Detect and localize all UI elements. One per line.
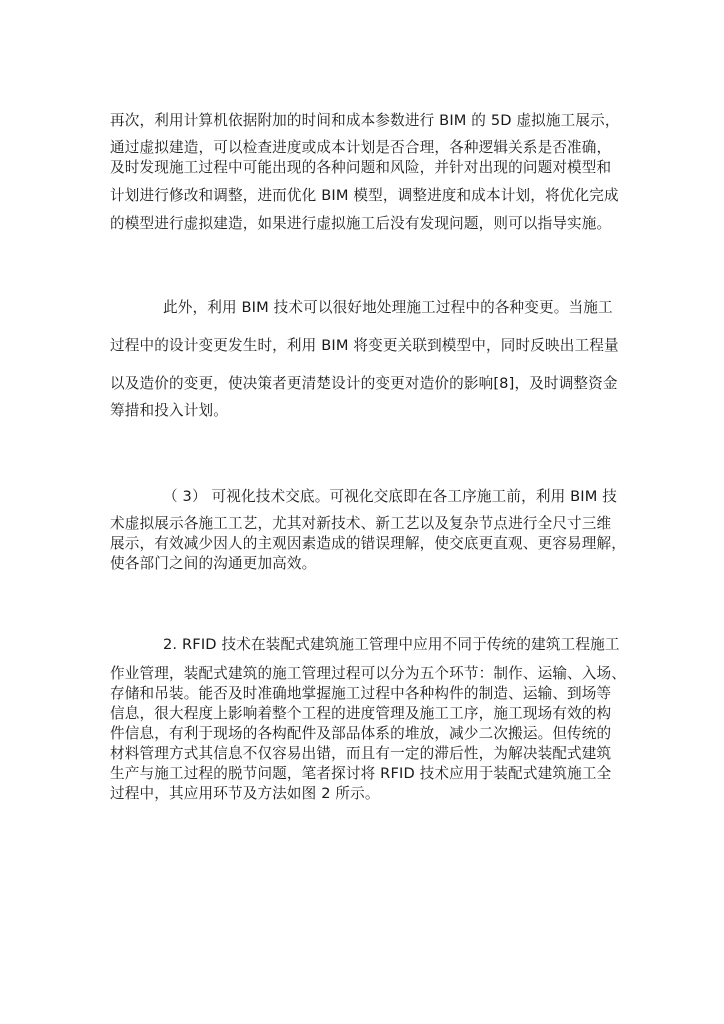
text-line: 材料管理方式其信息不仅容易出错，而且有一定的滞后性，为解决装配式建筑 xyxy=(110,745,612,762)
text-line: 通过虚拟建造，可以检查进度或成本计划是否合理，各种逻辑关系是否准确， xyxy=(110,139,612,156)
text-line: 的模型进行虚拟建造，如果进行虚拟施工后没有发现问题，则可以指导实施。 xyxy=(110,215,612,232)
text-line: 生产与施工过程的脱节问题，笔者探讨将 RFID 技术应用于装配式建筑施工全 xyxy=(110,765,612,782)
text-line: 过程中，其应用环节及方法如图 2 所示。 xyxy=(110,785,380,802)
text-line: 2. RFID 技术在装配式建筑施工管理中应用不同于传统的建筑工程施工 xyxy=(163,636,620,653)
text-line: 再次，利用计算机依据附加的时间和成本参数进行 BIM 的 5D 虚拟施工展示， xyxy=(110,112,620,129)
text-line: 件信息，有利于现场的各构配件及部品体系的堆放，减少二次搬运。但传统的 xyxy=(110,725,612,742)
text-line: 及时发现施工过程中可能出现的各种问题和风险，并针对出现的问题对模型和 xyxy=(110,159,612,176)
text-line: 筹措和投入计划。 xyxy=(110,402,228,419)
text-line: 信息，很大程度上影响着整个工程的进度管理及施工工序，施工现场有效的构 xyxy=(110,705,612,722)
text-line: 使各部门之间的沟通更加高效。 xyxy=(110,555,317,572)
text-line: （ 3） 可视化技术交底。可视化交底即在各工序施工前，利用 BIM 技 xyxy=(163,488,618,505)
text-line: 展示，有效减少因人的主观因素造成的错误理解，使交底更直观、更容易理解， xyxy=(110,535,627,552)
text-line: 计划进行修改和调整，进而优化 BIM 模型，调整进度和成本计划，将优化完成 xyxy=(110,187,619,204)
text-line: 作业管理，装配式建筑的施工管理过程可以分为五个环节：制作、运输、入场、 xyxy=(110,665,627,682)
text-line: 术虚拟展示各施工工艺，尤其对新技术、新工艺以及复杂节点进行全尺寸三维 xyxy=(110,515,612,532)
text-line: 以及造价的变更，使决策者更清楚设计的变更对造价的影响[8]，及时调整资金 xyxy=(110,375,618,392)
text-line: 存储和吊装。能否及时准确地掌握施工过程中各种构件的制造、运输、到场等 xyxy=(110,685,612,702)
text-line: 此外，利用 BIM 技术可以很好地处理施工过程中的各种变更。当施工 xyxy=(163,299,613,316)
text-line: 过程中的设计变更发生时，利用 BIM 将变更关联到模型中，同时反映出工程量 xyxy=(110,337,619,354)
